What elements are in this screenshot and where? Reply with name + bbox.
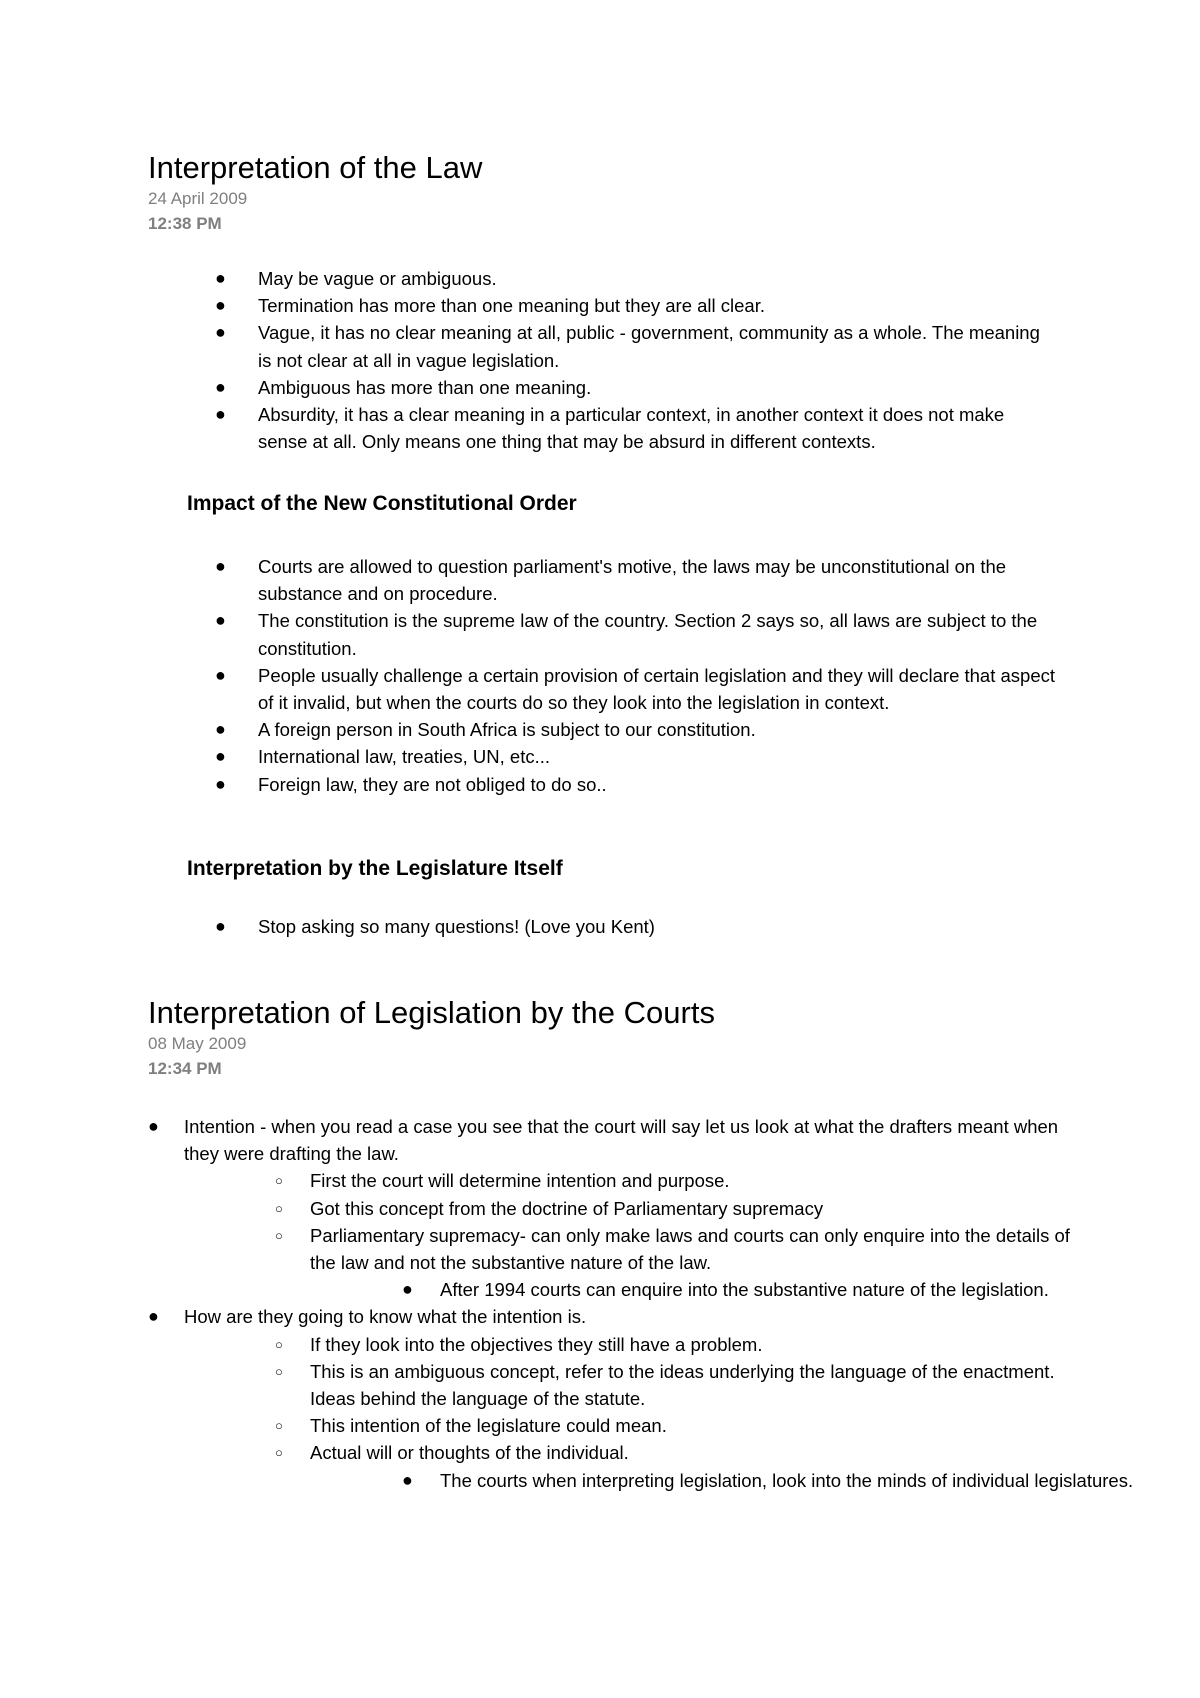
page-title: Interpretation of the Law xyxy=(148,150,483,185)
list-item: ● People usually challenge a certain provision of certain legislation and they will declare that aspect of it invalid, but when the courts do so they look into the legislation in context. xyxy=(148,662,1058,716)
list-item: ● How are they going to know what the intention is. xyxy=(148,1303,1088,1330)
list-item: ○ Parliamentary supremacy- can only make laws and courts can only enquire into the details of the law and not the substantive nature of the law. xyxy=(148,1222,1090,1276)
note-time: 12:38 PM xyxy=(148,214,222,233)
list-item: ● Intention - when you read a case you see that the court will say let us look at what the drafters meant when they were drafting the law. xyxy=(148,1113,1064,1167)
list-item: ● After 1994 courts can enquire into the substantive nature of the legislation. xyxy=(148,1276,1200,1303)
note-date: 08 May 2009 xyxy=(148,1034,247,1053)
circle-bullet-icon: ○ xyxy=(275,1418,283,1434)
list-item: ○ First the court will determine intention and purpose. xyxy=(148,1167,1088,1194)
bullet-icon: ● xyxy=(215,773,226,794)
bullet-icon: ● xyxy=(148,1306,159,1327)
list-item: ○ This is an ambiguous concept, refer to the ideas underlying the language of the enactment. Ideas behind the language of the statute. xyxy=(148,1358,1090,1412)
bullet-list xyxy=(148,265,1088,455)
list-item: ○ If they look into the objectives they still have a problem. xyxy=(148,1331,1088,1358)
circle-bullet-icon: ○ xyxy=(275,1200,283,1216)
note-header xyxy=(148,995,1088,1081)
circle-bullet-icon: ○ xyxy=(275,1227,283,1243)
list-item: ● A foreign person in South Africa is subject to our constitution. xyxy=(148,716,1088,743)
list-item: ● Stop asking so many questions! (Love you Kent) xyxy=(148,913,1088,940)
bullet-list xyxy=(148,553,1088,798)
bullet-icon: ● xyxy=(402,1279,413,1300)
list-item: ○ This intention of the legislature could mean. xyxy=(148,1412,1088,1439)
bullet-icon: ● xyxy=(402,1469,413,1490)
bullet-icon: ● xyxy=(215,664,226,685)
list-item: ● International law, treaties, UN, etc... xyxy=(148,743,1088,770)
list-item: ● Vague, it has no clear meaning at all, public - government, community as a whole. The meaning is not clear at all in vague legislation. xyxy=(148,319,1058,373)
list-item: ● May be vague or ambiguous. xyxy=(148,265,1088,292)
list-item: ● Courts are allowed to question parliament's motive, the laws may be unconstitutional on the substance and on procedure. xyxy=(148,553,1078,607)
bullet-icon: ● xyxy=(215,719,226,740)
bullet-icon: ● xyxy=(215,556,226,576)
list-item: ● Ambiguous has more than one meaning. xyxy=(148,374,1088,401)
list-item: ● Foreign law, they are not obliged to do so.. xyxy=(148,771,1088,798)
list-item: ○ Actual will or thoughts of the individual. xyxy=(148,1439,1088,1466)
list-item: ○ Got this concept from the doctrine of Parliamentary supremacy xyxy=(148,1195,1088,1222)
list-item: ● Absurdity, it has a clear meaning in a particular context, in another context it does not make sense at all. Only means one thing that may be absurd in different contexts. xyxy=(148,401,1058,455)
circle-bullet-icon: ○ xyxy=(275,1363,283,1379)
list-item: ● Termination has more than one meaning but they are all clear. xyxy=(148,292,1088,319)
list-item: ● The constitution is the supreme law of the country. Section 2 says so, all laws are subject to the constitution. xyxy=(148,607,1078,661)
bullet-icon: ● xyxy=(215,916,226,936)
note-header xyxy=(148,150,1088,236)
note-time: 12:34 PM xyxy=(148,1059,222,1078)
circle-bullet-icon: ○ xyxy=(275,1173,283,1189)
circle-bullet-icon: ○ xyxy=(275,1336,283,1352)
bullet-icon: ● xyxy=(215,295,226,316)
bullet-icon: ● xyxy=(215,610,226,631)
bullet-icon: ● xyxy=(215,404,226,425)
bullet-icon: ● xyxy=(215,322,226,343)
bullet-icon: ● xyxy=(215,376,226,397)
bullet-icon: ● xyxy=(148,1116,159,1136)
note-date: 24 April 2009 xyxy=(148,189,248,208)
bullet-icon: ● xyxy=(215,746,226,767)
list-item: ● The courts when interpreting legislation, look into the minds of individual legislatures. xyxy=(148,1467,1200,1494)
section-heading: Interpretation by the Legislature Itself xyxy=(187,857,563,880)
section-heading: Impact of the New Constitutional Order xyxy=(187,492,577,515)
page-title: Interpretation of Legislation by the Courts xyxy=(148,995,715,1030)
bullet-icon: ● xyxy=(215,268,226,288)
nested-list xyxy=(148,1113,1134,1494)
circle-bullet-icon: ○ xyxy=(275,1445,283,1461)
bullet-list xyxy=(148,913,1088,940)
